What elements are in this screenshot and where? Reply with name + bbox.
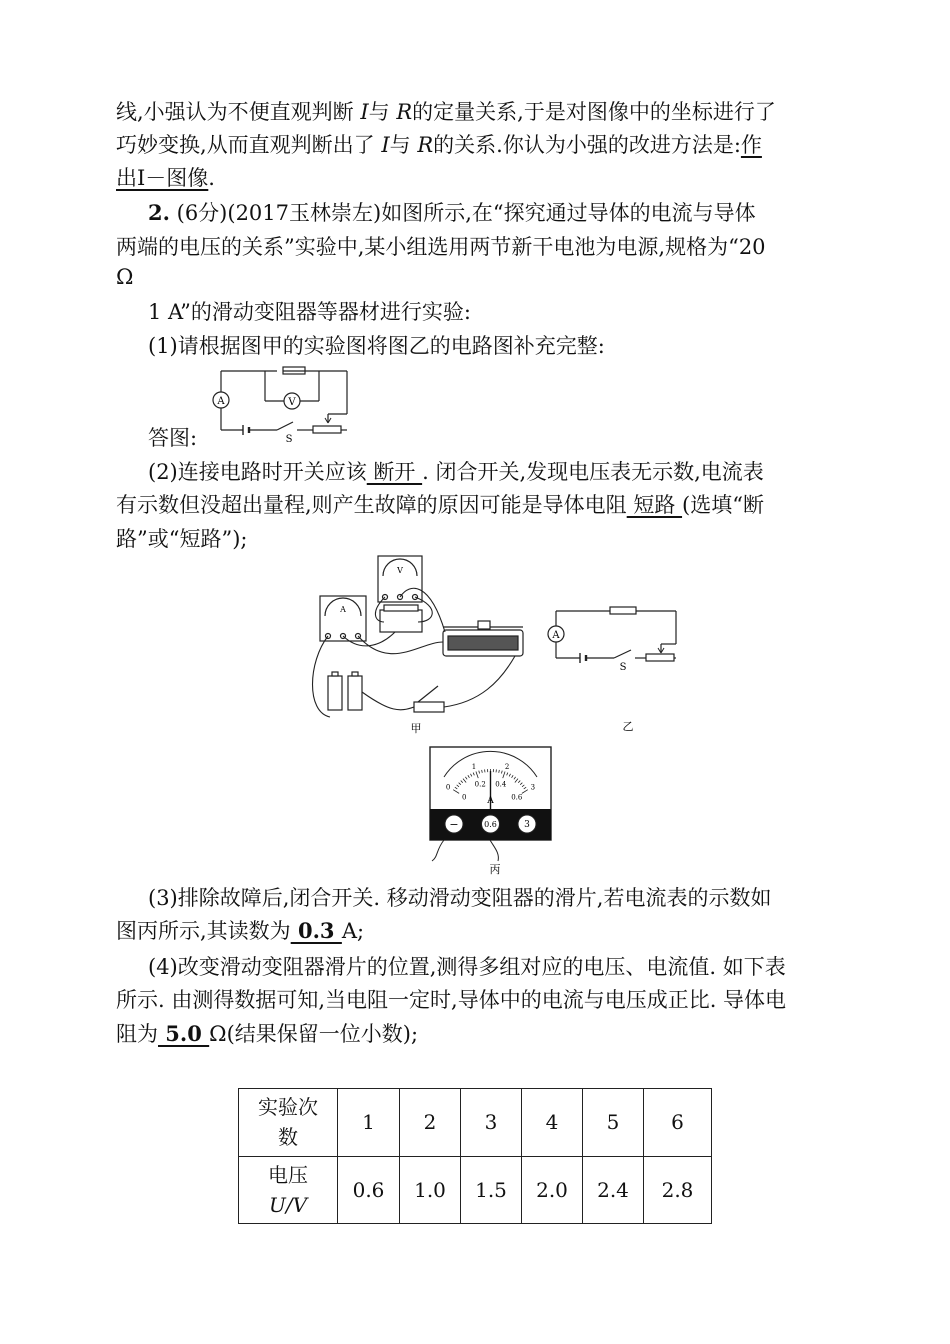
variable-i: I: [381, 133, 390, 157]
text: 与: [389, 133, 418, 157]
data-table: [238, 1088, 712, 1224]
terminal-3-label: 3: [524, 820, 530, 830]
text: 的定量关系,于是对图像中的坐标进行了: [412, 100, 776, 124]
text-line: (4)改变滑动变阻器滑片的位置,测得多组对应的电压、电流值. 如下表: [148, 955, 786, 979]
meter-scale-label-top: 0: [445, 783, 451, 792]
apparatus-voltmeter-label: V: [397, 566, 403, 575]
answer-text: 作: [740, 133, 762, 157]
table-cell: 1.5: [461, 1156, 522, 1224]
header-text: 电压: [268, 1162, 308, 1187]
table-cell: 6: [644, 1089, 712, 1157]
text-line: (3)排除故障后,闭合开关. 移动滑动变阻器的滑片,若电流表的示数如: [148, 886, 772, 910]
answer-text: 出I－图像: [116, 166, 209, 190]
table-cell: 2.0: [522, 1156, 583, 1224]
table-cell: 5: [583, 1089, 644, 1157]
figure-bing-ammeter-dial: [428, 745, 553, 880]
meter-scale-label-bottom: 0.2: [474, 780, 486, 789]
text-line: 两端的电压的关系”实验中,某小组选用两节新干电池为电源,规格为“20: [116, 235, 766, 259]
table-cell: 1: [338, 1089, 400, 1157]
answer-label: 答图:: [148, 426, 198, 450]
text: 巧妙变换,从而直观判断出了: [116, 133, 382, 157]
text-line: 所示. 由测得数据可知,当电阻一定时,导体中的电流与电压成正比. 导体电: [116, 988, 787, 1012]
switch-label: S: [285, 434, 293, 445]
figure-bing-label: 丙: [489, 863, 501, 876]
table-cell: 3: [461, 1089, 522, 1157]
voltmeter-label: V: [288, 397, 296, 408]
table-cell: 4: [522, 1089, 583, 1157]
variable-r: R: [417, 133, 434, 157]
text: (6分)(2017玉林崇左)如图所示,在“探究通过导体的电流与导体: [176, 201, 756, 225]
table-row: [239, 1156, 712, 1224]
meter-scale-label-bottom: 0.4: [495, 780, 507, 789]
meter-scale-label-bottom: 0: [461, 793, 467, 802]
header-text: U/V: [268, 1192, 308, 1217]
text: 线,小强认为不便直观判断: [116, 100, 361, 124]
table-cell: 2: [400, 1089, 461, 1157]
text-line: [116, 163, 215, 193]
table-cell: 1.0: [400, 1156, 461, 1224]
text: . 闭合开关,发现电压表无示数,电流表: [422, 460, 764, 484]
text: 的关系.你认为小强的改进方法是:: [433, 133, 741, 157]
text: 与: [368, 100, 397, 124]
figure-jia-apparatus: [300, 552, 532, 737]
answer-circuit-diagram: [205, 362, 355, 447]
table-cell: 0.6: [338, 1156, 400, 1224]
variable-i: I: [360, 100, 369, 124]
table-cell: 2.4: [583, 1156, 644, 1224]
terminal-0-6-label: 0.6: [484, 820, 497, 829]
text: (选填“断: [682, 493, 764, 517]
text-line: 1 A”的滑动变阻器等器材进行实验:: [148, 300, 471, 324]
variable-r: R: [396, 100, 413, 124]
yi-switch-label: S: [619, 662, 627, 673]
answer-text: 0.3: [290, 918, 342, 943]
terminal-minus-label: −: [449, 818, 459, 831]
text-line: [116, 916, 364, 946]
text-line: [116, 1019, 418, 1049]
text: 有示数但没超出量程,则产生故障的原因可能是导体电阻: [116, 493, 627, 517]
header-text: 实验次: [258, 1095, 318, 1120]
text-line: [116, 130, 762, 160]
text-line: Ω: [116, 265, 134, 289]
meter-scale-label-top: 1: [471, 762, 477, 771]
answer-text: 断开: [366, 460, 423, 484]
text-line: 路”或“短路”);: [116, 527, 248, 551]
answer-text: 短路: [626, 493, 683, 517]
figure-yi-label: 乙: [622, 720, 634, 733]
question-number: 2.: [148, 200, 170, 225]
ammeter-label: A: [217, 396, 225, 407]
yi-ammeter-label: A: [552, 630, 560, 641]
text-line: [148, 457, 764, 487]
question-header: [148, 198, 756, 228]
table-cell: 2.8: [644, 1156, 712, 1224]
text: 阻为: [116, 1022, 158, 1046]
text: Ω(结果保留一位小数);: [209, 1022, 419, 1046]
text: (2)连接电路时开关应该: [148, 460, 367, 484]
text-line: [116, 97, 776, 127]
meter-unit-label: A: [487, 796, 494, 806]
text: .: [208, 166, 215, 190]
table-header-cell: [239, 1156, 338, 1224]
text: 图丙所示,其读数为: [116, 919, 291, 943]
meter-scale-label-bottom: 0.6: [511, 793, 523, 802]
text-line: (1)请根据图甲的实验图将图乙的电路图补充完整:: [148, 334, 605, 358]
text: A;: [341, 919, 365, 943]
figure-yi-circuit: [540, 600, 685, 735]
answer-text: 5.0: [158, 1021, 210, 1046]
text-line: [116, 490, 764, 520]
meter-scale-label-top: 2: [504, 762, 510, 771]
header-text: 数: [278, 1125, 298, 1150]
figure-jia-label: 甲: [410, 722, 422, 735]
apparatus-ammeter-label: A: [340, 605, 346, 614]
meter-scale-label-top: 3: [530, 783, 536, 792]
table-row: [239, 1089, 712, 1157]
table-header-cell: [239, 1089, 338, 1157]
